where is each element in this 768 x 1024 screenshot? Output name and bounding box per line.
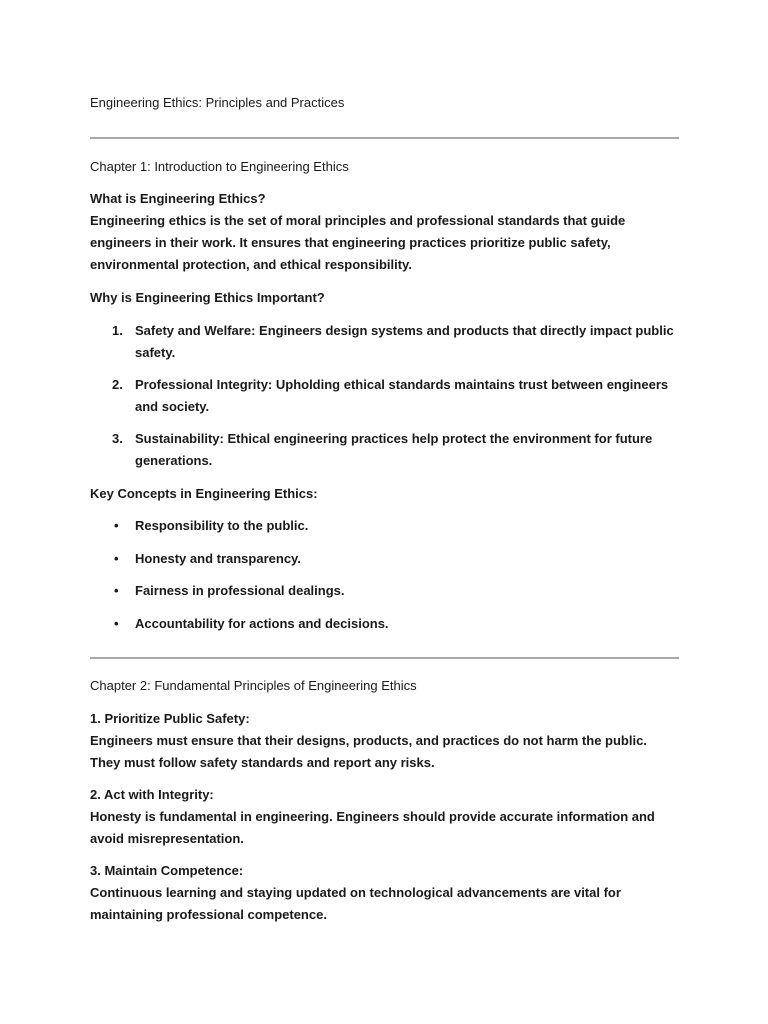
list-item-text: Honesty and transparency. xyxy=(135,550,301,566)
list-item xyxy=(90,580,680,602)
list-number: 1. xyxy=(112,323,123,338)
chapter-2-heading: Chapter 2: Fundamental Principles of Engineering Ethics xyxy=(90,678,417,693)
list-number: 2. xyxy=(112,377,123,392)
section-heading: Key Concepts in Engineering Ethics: xyxy=(90,486,318,501)
horizontal-divider xyxy=(90,657,679,659)
list-item xyxy=(90,320,680,364)
principle-competence xyxy=(90,860,680,926)
list-item xyxy=(90,613,680,635)
list-item xyxy=(90,548,680,570)
section-heading: What is Engineering Ethics? xyxy=(90,191,266,206)
list-item xyxy=(90,515,680,537)
bullet-icon: • xyxy=(114,583,119,598)
principle-heading: 2. Act with Integrity: xyxy=(90,787,214,802)
list-item-text: Responsibility to the public. xyxy=(135,518,309,533)
horizontal-divider xyxy=(90,137,679,139)
principle-body: Continuous learning and staying updated on technological advancements are vital for maintaining professional competence. xyxy=(90,885,621,922)
list-item-text: Accountability for actions and decisions. xyxy=(135,615,389,631)
list-item-text: Fairness in professional dealings. xyxy=(135,583,345,598)
principle-integrity xyxy=(90,784,680,850)
list-number: 3. xyxy=(112,431,123,446)
section-key-concepts-heading xyxy=(90,483,680,505)
list-item xyxy=(90,374,680,418)
section-heading: Why is Engineering Ethics Important? xyxy=(90,290,325,305)
principle-heading: 3. Maintain Competence: xyxy=(90,863,244,878)
document-title: Engineering Ethics: Principles and Practices xyxy=(90,95,345,110)
list-item-text: Sustainability: Ethical engineering practices help protect the environment for future generations. xyxy=(135,431,653,468)
list-item-text: Professional Integrity: Upholding ethical standards maintains trust between engineers and society. xyxy=(135,377,669,414)
chapter-1-heading: Chapter 1: Introduction to Engineering Ethics xyxy=(90,159,349,174)
principle-body: Honesty is fundamental in engineering. Engineers should provide accurate information and avoid misrepresentation. xyxy=(90,809,655,846)
section-what-is-engineering-ethics xyxy=(90,188,680,276)
principle-public-safety xyxy=(90,708,680,774)
principle-heading: 1. Prioritize Public Safety: xyxy=(90,711,250,726)
bullet-icon: • xyxy=(114,550,119,566)
principle-body: Engineers must ensure that their designs, products, and practices do not harm the public. They must follow safety standards and report any risks. xyxy=(90,733,647,770)
list-item xyxy=(90,428,680,472)
section-body: Engineering ethics is the set of moral principles and professional standards that guide engineers in their work. It ensures that engineering practices prioritize public safety, environmental protection, and ethical responsibility. xyxy=(90,213,626,272)
bullet-icon: • xyxy=(114,518,119,533)
list-item-text: Safety and Welfare: Engineers design systems and products that directly impact public safety. xyxy=(135,323,674,360)
key-concepts-list xyxy=(90,515,680,645)
importance-list xyxy=(90,320,680,482)
bullet-icon: • xyxy=(114,615,119,631)
section-why-important-heading xyxy=(90,287,680,309)
